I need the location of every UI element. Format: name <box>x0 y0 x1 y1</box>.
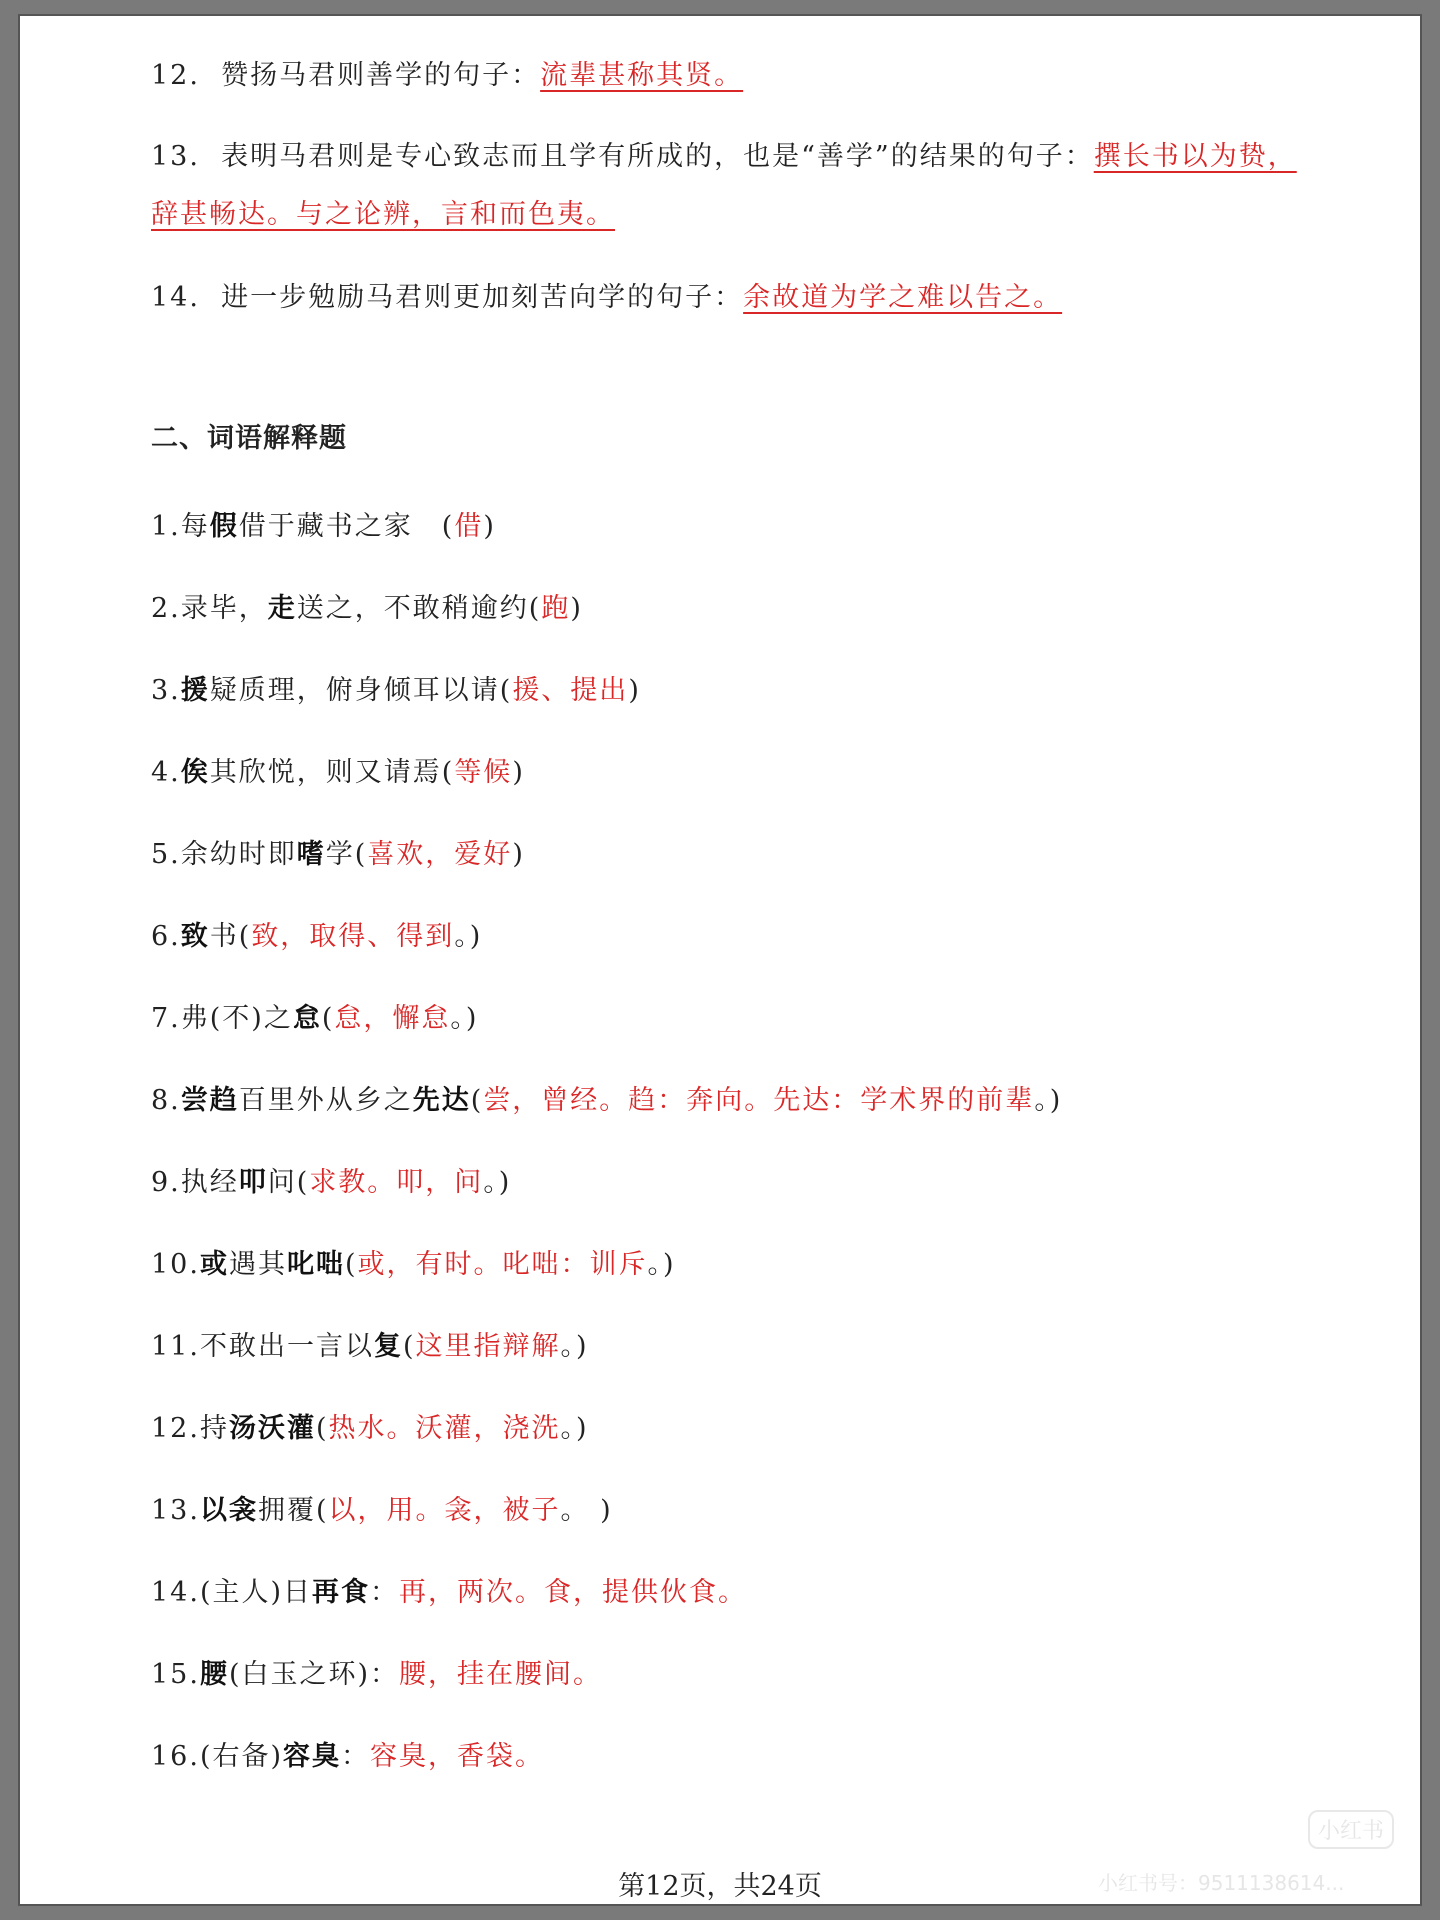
document-page <box>18 14 1422 1906</box>
vocab-item-2: 2.录毕，走送之，不敢稍逾约(跑) <box>151 593 583 624</box>
vocab-item-16: 16.(右备)容臭：容臭，香袋。 <box>151 1741 545 1772</box>
watermark-text: 小红书号：9511138614... <box>1098 1871 1345 1895</box>
question-14: 14. 进一步勉励马君则更加刻苦向学的句子：余故道为学之难以告之。 <box>151 282 1063 313</box>
answer-12: 流辈甚称其贤。 <box>540 60 744 91</box>
answer-14: 余故道为学之难以告之。 <box>743 282 1063 313</box>
section-title: 二、词语解释题 <box>151 423 347 454</box>
vocab-item-8: 8.尝趋百里外从乡之先达(尝，曾经。趋：奔向。先达：学术界的前辈。) <box>151 1085 1063 1116</box>
vocab-item-5: 5.余幼时即嗜学(喜欢，爱好) <box>151 839 525 870</box>
vocab-item-12: 12.持汤沃灌(热水。沃灌，浇洗。) <box>151 1413 589 1444</box>
vocab-item-6: 6.致书(致，取得、得到。) <box>151 921 483 952</box>
vocab-item-15: 15.腰(白玉之环)：腰，挂在腰间。 <box>151 1659 603 1690</box>
vocab-item-9: 9.执经叩问(求教。叩，问。) <box>151 1167 512 1198</box>
vocab-item-3: 3.援疑质理，俯身倾耳以请(援、提出) <box>151 675 641 706</box>
vocab-item-10: 10.或遇其叱咄(或，有时。叱咄：训斥。) <box>151 1249 676 1280</box>
page-number: 第12页，共24页 <box>618 1871 822 1902</box>
watermark-logo: 小红书 <box>1308 1810 1394 1849</box>
vocab-item-7: 7.弗(不)之怠(怠，懈怠。) <box>151 1003 479 1034</box>
question-13-continuation: 辞甚畅达。与之论辨，言和而色夷。 <box>151 199 615 230</box>
vocab-item-13: 13.以衾拥覆(以，用。衾，被子。 ) <box>151 1495 613 1526</box>
question-13: 13. 表明马君则是专心致志而且学有所成的，也是“善学”的结果的句子：撰长书以为贽， <box>151 141 1297 172</box>
question-12: 12. 赞扬马君则善学的句子：流辈甚称其贤。 <box>151 60 744 91</box>
answer-13: 撰长书以为贽， <box>1093 141 1297 172</box>
vocab-item-11: 11.不敢出一言以复(这里指辩解。) <box>151 1331 589 1362</box>
vocab-item-4: 4.俟其欣悦，则又请焉(等候) <box>151 757 525 788</box>
vocab-item-1: 1.每假借于藏书之家 (借) <box>151 511 496 542</box>
vocab-item-14: 14.(主人)日再食：再，两次。食，提供伙食。 <box>151 1577 748 1608</box>
